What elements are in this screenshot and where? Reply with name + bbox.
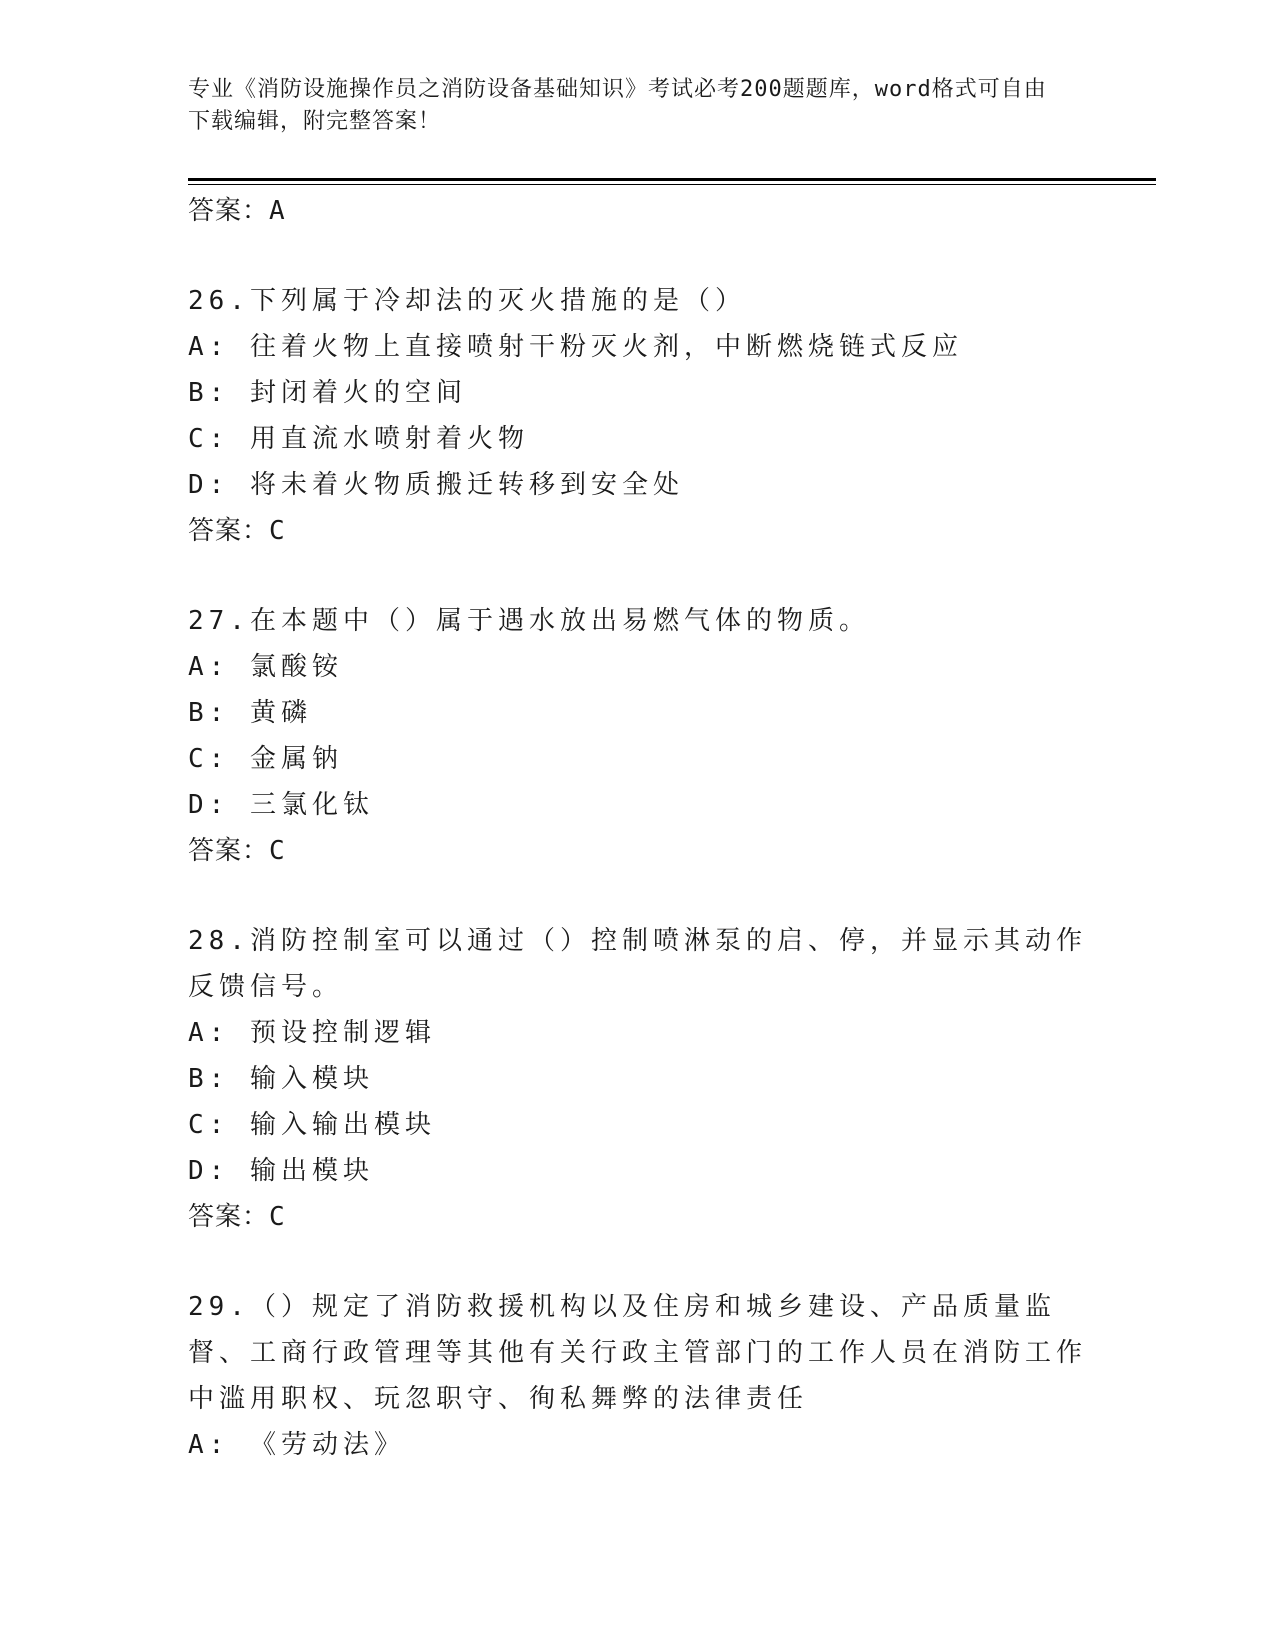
page-header: 专业《消防设施操作员之消防设备基础知识》考试必考200题题库，word格式可自由下载编辑，附完整答案！ xyxy=(188,77,1047,134)
answer-label: 答案：C xyxy=(188,1202,286,1232)
question-item xyxy=(188,918,1088,1240)
question-item xyxy=(188,278,1088,554)
header-rule-thin xyxy=(188,184,1156,185)
option-d: D: 三氯化钛 xyxy=(188,790,374,820)
question-list xyxy=(188,188,1088,1468)
answer-label: 答案：C xyxy=(188,516,286,546)
option-a: A: 预设控制逻辑 xyxy=(188,1018,436,1048)
option-c: C: 金属钠 xyxy=(188,744,343,774)
question-text: 29.（）规定了消防救援机构以及住房和城乡建设、产品质量监督、工商行政管理等其他有关行政主管部门的工作人员在消防工作中滥用职权、玩忽职守、徇私舞弊的法律责任 xyxy=(188,1292,1088,1414)
option-b: B: 黄磷 xyxy=(188,698,312,728)
option-b: B: 封闭着火的空间 xyxy=(188,378,467,408)
question-item xyxy=(188,598,1088,874)
question-text: 28.消防控制室可以通过（）控制喷淋泵的启、停，并显示其动作反馈信号。 xyxy=(188,926,1087,1002)
option-b: B: 输入模块 xyxy=(188,1064,374,1094)
answer-label: 答案：C xyxy=(188,836,286,866)
option-d: D: 输出模块 xyxy=(188,1156,374,1186)
question-text: 27.在本题中（）属于遇水放出易燃气体的物质。 xyxy=(188,606,870,636)
option-c: C: 输入输出模块 xyxy=(188,1110,436,1140)
option-d: D: 将未着火物质搬迁转移到安全处 xyxy=(188,470,684,500)
question-item xyxy=(188,1284,1088,1468)
option-a: A: 《劳动法》 xyxy=(188,1430,405,1460)
question-text: 26.下列属于冷却法的灭火措施的是（） xyxy=(188,286,746,316)
header-rule xyxy=(188,178,1156,181)
answer-label: 答案：A xyxy=(188,196,286,226)
option-a: A: 往着火物上直接喷射干粉灭火剂，中断燃烧链式反应 xyxy=(188,332,963,362)
option-c: C: 用直流水喷射着火物 xyxy=(188,424,529,454)
option-a: A: 氯酸铵 xyxy=(188,652,343,682)
